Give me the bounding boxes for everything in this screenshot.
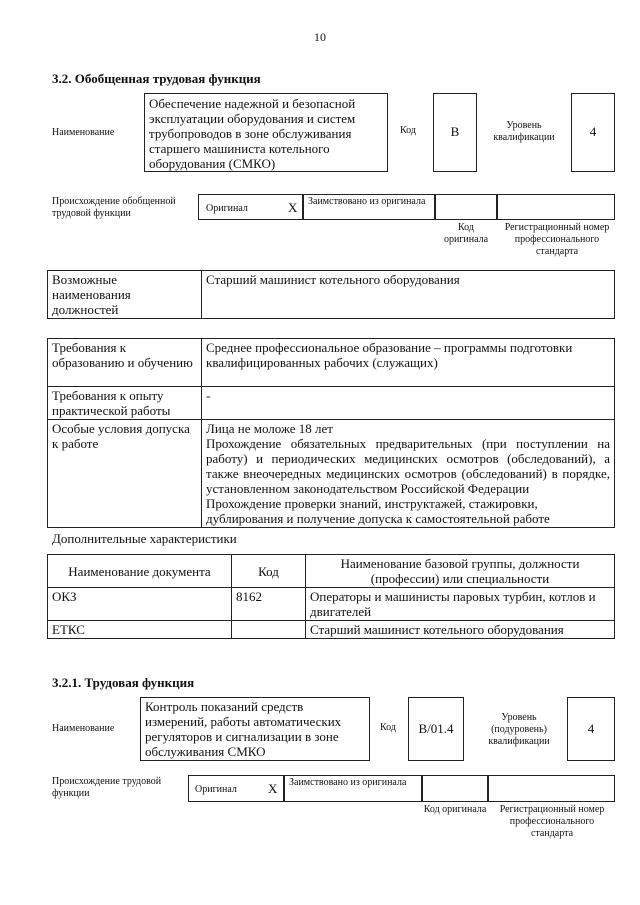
special-condition-2: Прохождение обязательных предварительных (при поступлении на работу) и периодических медицинских осмотров (обследований), а также внеочередных медицинских осмотров (обследований) в порядке, установленном законодательством Российской Федерации [206,436,610,496]
tf-reg-number-cell [488,775,615,802]
gf-level-value: 4 [589,124,597,139]
tf-borrowed-label: Заимствовано из оригинала [289,777,407,788]
extra-row-1-code: 8162 [232,588,306,621]
gf-original-mark: X [288,200,298,215]
gf-name-value: Обеспечение надежной и безопасной эксплуатации оборудования и систем трубопроводов в зоне обслуживания старшего машиниста котельного оборудования (СМКО) [149,96,356,171]
req-education-label: Требования к образованию и обучению [48,339,202,387]
extra-row-2-doc: ЕТКС [48,621,232,639]
tf-original-label: Оригинал [195,784,237,795]
gf-borrowed-label: Заимствовано из оригинала [308,196,426,207]
gf-reg-number-cell [497,194,615,220]
possible-names-value: Старший машинист котельного оборудования [202,271,615,319]
req-education-value: Среднее профессиональное образование – программы подготовки квалифицированных рабочих (служащих) [202,339,615,387]
tf-original-mark: X [268,781,278,796]
tf-level-field [567,697,615,761]
tf-name-label: Наименование [52,723,115,734]
possible-names-label: Возможные наименования должностей [48,271,202,319]
extra-header-code: Код [232,555,306,588]
req-experience-value: - [202,387,615,420]
tf-origin-label: Происхождение трудовой функции [52,776,162,799]
special-condition-1: Лица не моложе 18 лет [206,421,333,436]
tf-code-original-cell [422,775,488,802]
extra-row-2-name: Старший машинист котельного оборудования [306,621,615,639]
extra-row-1-name: Операторы и машинисты паровых турбин, котлов и двигателей [306,588,615,621]
req-special-value [202,420,615,528]
gf-level-field [571,93,615,172]
req-experience-label: Требования к опыту практической работы [48,387,202,420]
tf-reg-number-caption: Регистрационный номер профессионального стандарта [499,804,605,839]
extra-header-name: Наименование базовой группы, должности (профессии) или специальности [306,555,615,588]
gf-name-label: Наименование [52,127,115,138]
tf-code-value: B/01.4 [418,721,454,736]
possible-names-table [47,270,615,319]
tf-level-value: 4 [587,721,595,736]
gf-original-label: Оригинал [206,203,248,214]
section-3-2-heading: 3.2. Обобщенная трудовая функция [52,71,261,86]
gf-origin-label: Происхождение обобщенной трудовой функции [52,196,176,219]
tf-original-cell [188,775,284,802]
extra-row-2-code [232,621,306,639]
gf-reg-number-caption: Регистрационный номер профессионального стандарта [504,222,610,257]
tf-level-label: Уровень (подуровень) квалификации [488,712,550,747]
tf-code-field [408,697,464,761]
gf-borrowed-cell [303,194,435,220]
gf-name-field [144,93,388,172]
tf-code-label: Код [380,722,396,733]
gf-original-cell [198,194,303,220]
gf-code-original-caption: Код оригинала [443,222,489,245]
tf-name-value: Контроль показаний средств измерений, работы автоматических регуляторов и сигнализации в зоне обслуживания СМКО [145,699,342,759]
gf-code-field [433,93,477,172]
req-special-label: Особые условия допуска к работе [48,420,202,528]
gf-code-value: B [450,124,460,139]
gf-level-label: Уровень квалификации [493,120,555,143]
tf-borrowed-cell [284,775,422,802]
tf-name-field [140,697,370,761]
section-3-2-1-heading: 3.2.1. Трудовая функция [52,675,195,690]
extra-row-1-doc: ОКЗ [48,588,232,621]
requirements-table [47,338,615,528]
extra-table [47,554,615,639]
extra-header-doc: Наименование документа [48,555,232,588]
tf-code-original-caption: Код оригинала [423,804,487,815]
gf-code-original-cell [435,194,497,220]
extra-title: Дополнительные характеристики [52,531,237,546]
page-number: 10 [314,30,326,44]
special-condition-3: Прохождение проверки знаний, инструктажей, стажировки, дублирования и получение допуска к самостоятельной работе [206,496,550,526]
gf-code-label: Код [400,125,416,136]
